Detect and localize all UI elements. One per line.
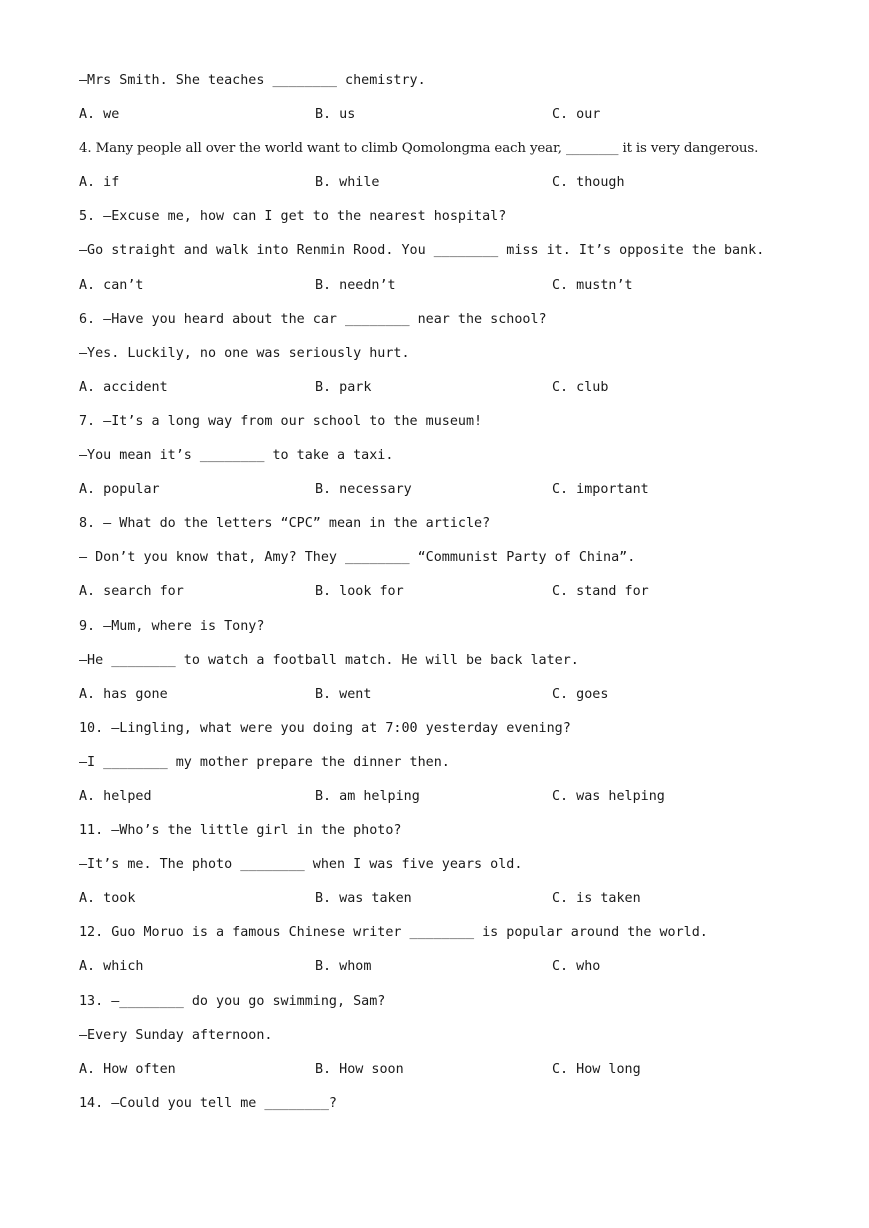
option-a: A. popular — [79, 482, 160, 498]
question-line: — Don’t you know that, Amy? They ________ “Communist Party of China”. — [79, 550, 636, 566]
question-line: 4. Many people all over the world want to climb Qomolongma each year, ________ it is very dangerous. — [79, 141, 759, 157]
option-b: B. am helping — [315, 788, 420, 804]
option-b: B. How soon — [315, 1061, 404, 1077]
option-c: C. though — [552, 175, 625, 191]
option-b: B. went — [315, 686, 372, 702]
answer-options — [79, 166, 819, 200]
option-a: A. has gone — [79, 686, 168, 702]
option-b: B. look for — [315, 584, 404, 600]
answer-options — [79, 575, 819, 609]
question-line: —Yes. Luckily, no one was seriously hurt. — [79, 345, 410, 361]
question-line: 7. —It’s a long way from our school to the museum! — [79, 413, 483, 429]
option-a: A. helped — [79, 788, 152, 804]
question-line: —It’s me. The photo ________ when I was five years old. — [79, 857, 523, 873]
option-c: C. our — [552, 107, 601, 123]
option-a: A. can’t — [79, 277, 144, 293]
answer-options — [79, 950, 819, 984]
option-a: A. if — [79, 175, 120, 191]
question-line: —You mean it’s ________ to take a taxi. — [79, 448, 394, 464]
answer-options — [79, 269, 819, 303]
option-c: C. who — [552, 959, 601, 975]
option-a: A. we — [79, 107, 120, 123]
question-line: 11. —Who’s the little girl in the photo? — [79, 823, 402, 839]
option-c: C. stand for — [552, 584, 649, 600]
option-a: A. accident — [79, 379, 168, 395]
answer-options — [79, 473, 819, 507]
question-line: —Mrs Smith. She teaches ________ chemistry. — [79, 73, 426, 88]
option-b: B. while — [315, 175, 380, 191]
answer-options — [79, 882, 819, 916]
option-b: B. park — [315, 379, 372, 395]
question-line: 14. —Could you tell me ________? — [79, 1095, 337, 1111]
option-a: A. which — [79, 959, 144, 975]
question-line: 8. — What do the letters “CPC” mean in the article? — [79, 516, 491, 532]
question-line: 5. —Excuse me, how can I get to the nearest hospital? — [79, 209, 507, 225]
option-a: A. search for — [79, 584, 184, 600]
question-line: 12. Guo Moruo is a famous Chinese writer ________ is popular around the world. — [79, 925, 708, 941]
question-line: —I ________ my mother prepare the dinner then. — [79, 754, 450, 770]
exam-page — [79, 64, 819, 1121]
answer-options — [79, 98, 819, 132]
option-b: B. was taken — [315, 891, 412, 907]
answer-options — [79, 678, 819, 712]
answer-options — [79, 780, 819, 814]
option-b: B. us — [315, 107, 356, 123]
question-line: 6. —Have you heard about the car ________ near the school? — [79, 311, 547, 327]
option-b: B. whom — [315, 959, 372, 975]
option-c: C. was helping — [552, 788, 665, 804]
answer-options — [79, 371, 819, 405]
option-c: C. is taken — [552, 891, 641, 907]
option-c: C. club — [552, 379, 609, 395]
question-line: —He ________ to watch a football match. He will be back later. — [79, 652, 579, 668]
question-line: 13. —________ do you go swimming, Sam? — [79, 993, 386, 1009]
question-line: 9. —Mum, where is Tony? — [79, 618, 265, 634]
question-line: —Go straight and walk into Renmin Rood. You ________ miss it. It’s opposite the bank. — [79, 243, 765, 259]
question-line: 10. —Lingling, what were you doing at 7:00 yesterday evening? — [79, 720, 571, 736]
option-a: A. How often — [79, 1061, 176, 1077]
option-c: C. important — [552, 482, 649, 498]
option-b: B. necessary — [315, 482, 412, 498]
option-a: A. took — [79, 891, 136, 907]
question-line: —Every Sunday afternoon. — [79, 1027, 273, 1043]
answer-options — [79, 1053, 819, 1087]
option-c: C. How long — [552, 1061, 641, 1077]
option-c: C. mustn’t — [552, 277, 633, 293]
option-b: B. needn’t — [315, 277, 396, 293]
option-c: C. goes — [552, 686, 609, 702]
